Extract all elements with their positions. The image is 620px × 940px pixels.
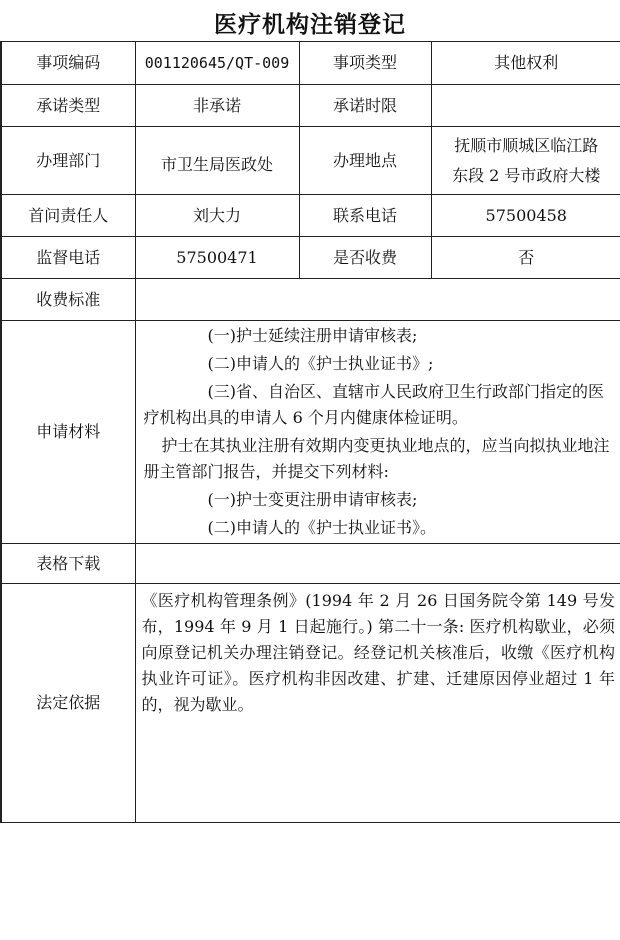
item-type-label: 事项类型 [299, 42, 431, 85]
place-label: 办理地点 [299, 127, 431, 195]
fee-label: 是否收费 [299, 237, 431, 279]
materials-line-4: 护士在其执业注册有效期内变更执业地点的，应当向拟执业地注册主管部门报告，并提交下列材料: [143, 436, 610, 481]
item-code-label: 事项编码 [1, 42, 135, 85]
materials-line-3: (三)省、自治区、直辖市人民政府卫生行政部门指定的医疗机构出具的申请人 6 个月内健康体检证明。 [143, 382, 604, 427]
table-row [1, 321, 620, 544]
fee-standard-label: 收费标准 [1, 279, 135, 321]
form-download-value[interactable] [135, 544, 620, 584]
item-type-value: 其他权利 [431, 42, 620, 85]
materials-line-2: (二)申请人的《护士执业证书》; [207, 354, 434, 373]
registration-form-table [0, 41, 620, 823]
fee-value: 否 [431, 237, 620, 279]
table-row [1, 237, 620, 279]
dept-value: 市卫生局医政处 [135, 127, 299, 195]
materials-line-5: (一)护士变更注册申请审核表; [207, 490, 418, 509]
table-row [1, 544, 620, 584]
first-responsible-value: 刘大力 [135, 195, 299, 237]
legal-basis-label: 法定依据 [1, 584, 135, 823]
legal-basis-text: 《医疗机构管理条例》(1994 年 2 月 26 日国务院令第 149 号发布，1994 年 9 月 1 日起施行。) 第二十一条: 医疗机构歇业，必须向原登记机关办理注销登记。经登记机关核准后，收缴《医疗机构执业许可证》。医疗机构非因改建、扩建、迁建原因停业超过 1 年的，视为歇业。 [141, 591, 615, 714]
first-responsible-label: 首问责任人 [1, 195, 135, 237]
contact-phone-value: 57500458 [431, 195, 620, 237]
table-row [1, 584, 620, 823]
table-row [1, 279, 620, 321]
promise-limit-label: 承诺时限 [299, 85, 431, 127]
materials-line-1: (一)护士延续注册申请审核表; [207, 326, 418, 345]
place-value [431, 127, 620, 195]
page-title: 医疗机构注销登记 [214, 11, 406, 38]
promise-type-value: 非承诺 [135, 85, 299, 127]
table-row [1, 127, 620, 195]
table-row [1, 42, 620, 85]
promise-type-label: 承诺类型 [1, 85, 135, 127]
form-download-label: 表格下载 [1, 544, 135, 584]
supervise-phone-value: 57500471 [135, 237, 299, 279]
place-value-line2: 东段 2 号市政府大楼 [452, 165, 601, 185]
table-row [1, 85, 620, 127]
legal-basis-content [135, 584, 620, 823]
item-code-value: 001120645/QT-009 [135, 42, 299, 85]
materials-label: 申请材料 [1, 321, 135, 544]
promise-limit-value [431, 85, 620, 127]
fee-standard-value [135, 279, 620, 321]
materials-content [135, 321, 620, 544]
place-value-line1: 抚顺市顺城区临江路 [454, 135, 599, 155]
contact-phone-label: 联系电话 [299, 195, 431, 237]
materials-line-6: (二)申请人的《护士执业证书》。 [207, 518, 436, 537]
table-row [1, 195, 620, 237]
supervise-phone-label: 监督电话 [1, 237, 135, 279]
dept-label: 办理部门 [1, 127, 135, 195]
